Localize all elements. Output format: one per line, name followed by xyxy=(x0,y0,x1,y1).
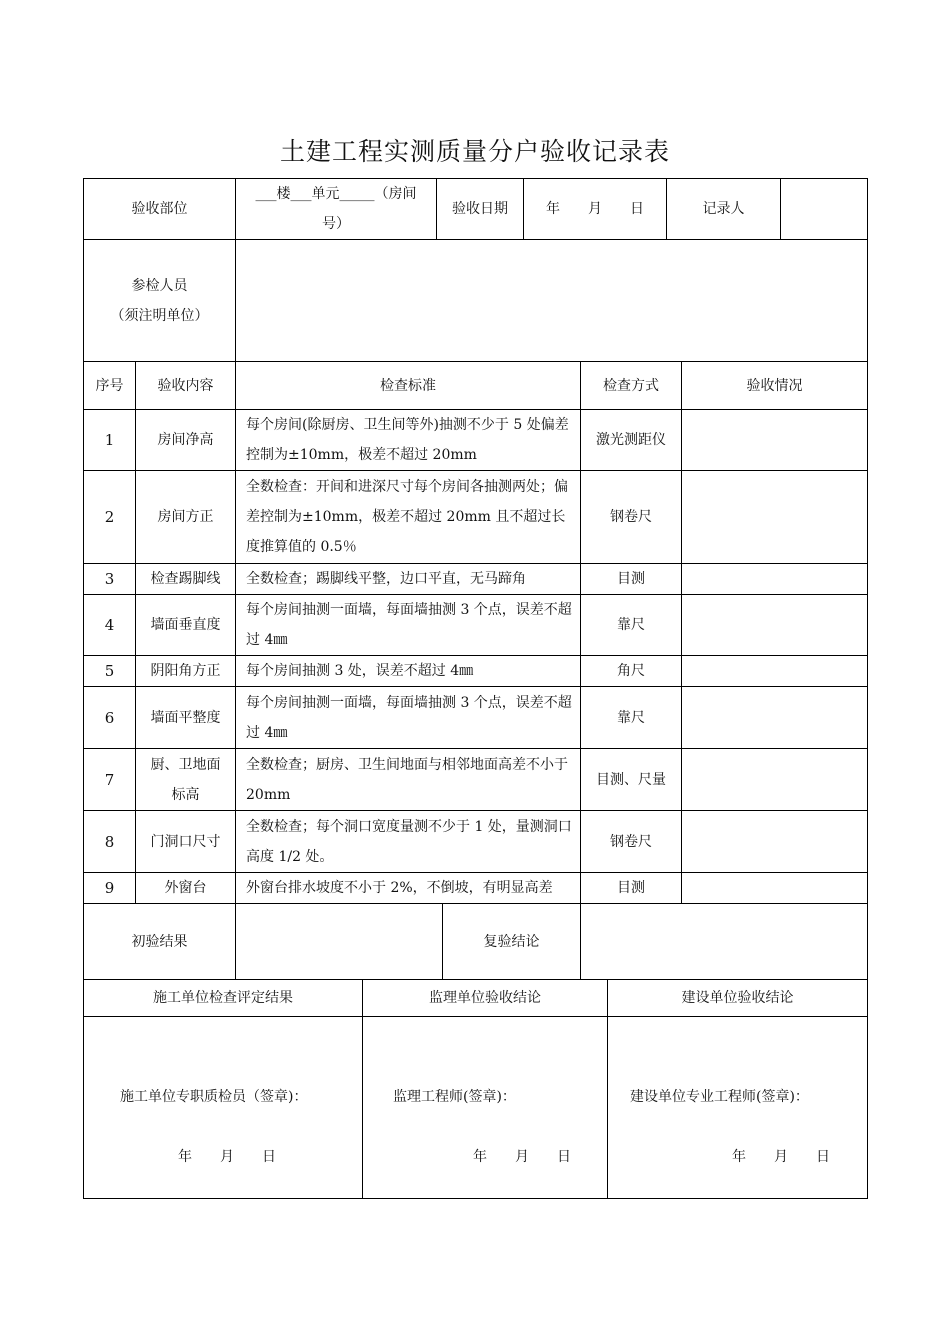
col-result: 验收情况 xyxy=(746,377,803,394)
row-result[interactable] xyxy=(682,749,867,810)
date-value[interactable]: 年 月 日 xyxy=(546,201,644,217)
row-result[interactable] xyxy=(682,687,867,748)
supervisor-sign-block[interactable] xyxy=(363,1017,607,1198)
col-item: 验收内容 xyxy=(157,377,214,394)
row-method: 角尺 xyxy=(617,663,645,679)
row-method: 激光测距仪 xyxy=(596,432,666,448)
row-item: 房间方正 xyxy=(157,509,214,525)
row-item: 外窗台 xyxy=(164,880,207,896)
owner-sign-label: 建设单位专业工程师(签章)： xyxy=(630,1089,809,1105)
row-no: 8 xyxy=(104,832,115,851)
row-item: 阴阳角方正 xyxy=(150,663,221,679)
row-no: 4 xyxy=(104,616,115,634)
supervisor-sign-label: 监理工程师(签章)： xyxy=(393,1089,516,1105)
row-standard: 每个房间抽测一面墙，每面墙抽测 3 个点，误差不超过 4㎜ xyxy=(246,602,572,648)
recorder-label: 记录人 xyxy=(702,201,745,217)
row-standard: 每个房间抽测一面墙，每面墙抽测 3 个点，误差不超过 4㎜ xyxy=(246,694,572,741)
recheck-result-field[interactable] xyxy=(581,904,867,979)
row-no: 3 xyxy=(104,570,115,588)
row-item: 检查踢脚线 xyxy=(150,571,221,587)
col-standard: 检查标准 xyxy=(380,377,436,394)
row-result[interactable] xyxy=(682,564,867,594)
row-result[interactable] xyxy=(682,471,867,563)
row-method: 钢卷尺 xyxy=(610,509,652,525)
row-method: 目测、尺量 xyxy=(596,771,666,788)
col-no: 序号 xyxy=(95,377,124,394)
row-item: 房间净高 xyxy=(157,432,214,448)
col-method: 检查方式 xyxy=(603,377,659,394)
row-result[interactable] xyxy=(682,595,867,655)
row-item: 墙面平整度 xyxy=(150,709,221,726)
row-standard: 每个房间(除厨房、卫生间等外)抽测不少于 5 处偏差控制为±10mm，极差不超过 20mm xyxy=(246,417,569,463)
supervisor-sign-date: 年 月 日 xyxy=(473,1149,571,1165)
location-value[interactable]: ___楼___单元_____（房间号） xyxy=(255,186,417,232)
row-no: 9 xyxy=(104,879,115,897)
participants-label-cell xyxy=(84,240,235,361)
row-method: 靠尺 xyxy=(617,617,645,633)
row-result[interactable] xyxy=(682,410,867,470)
date-label: 验收日期 xyxy=(452,201,508,217)
row-no: 2 xyxy=(104,508,115,526)
recheck-result-label: 复验结论 xyxy=(483,933,540,950)
contractor-header: 施工单位检查评定结果 xyxy=(153,990,293,1006)
contractor-sign-label: 施工单位专职质检员（签章)： xyxy=(120,1089,308,1105)
row-standard: 全数检查：开间和进深尺寸每个房间各抽测两处；偏差控制为±10mm，极差不超过 20mm 且不超过长度推算值的 0.5％ xyxy=(246,479,568,555)
participants-label: 参检人员 xyxy=(131,277,188,294)
row-method: 钢卷尺 xyxy=(610,833,652,850)
row-standard: 外窗台排水坡度不小于 2%，不倒坡，有明显高差 xyxy=(246,880,553,896)
row-result[interactable] xyxy=(682,656,867,686)
row-no: 1 xyxy=(104,431,115,449)
row-result[interactable] xyxy=(682,811,867,872)
row-no: 7 xyxy=(104,770,115,789)
contractor-sign-date: 年 月 日 xyxy=(178,1149,276,1165)
row-standard: 每个房间抽测 3 处，误差不超过 4㎜ xyxy=(246,663,474,679)
row-method: 目测 xyxy=(617,571,645,587)
page-title: 土建工程实测质量分户验收记录表 xyxy=(279,137,670,166)
location-label: 验收部位 xyxy=(131,201,188,217)
row-standard: 全数检查；每个洞口宽度量测不少于 1 处，量测洞口高度 1/2 处。 xyxy=(246,818,572,865)
owner-sign-block[interactable] xyxy=(608,1017,867,1198)
contractor-sign-block[interactable] xyxy=(84,1017,362,1198)
row-standard: 全数检查；踢脚线平整，边口平直，无马蹄角 xyxy=(246,571,526,587)
participants-note: （须注明单位） xyxy=(110,307,209,324)
row-no: 5 xyxy=(104,662,115,680)
row-item: 厨、卫地面标高 xyxy=(150,756,221,803)
recorder-field[interactable] xyxy=(781,179,867,239)
row-method: 目测 xyxy=(617,880,645,896)
initial-result-field[interactable] xyxy=(236,904,442,979)
row-no: 6 xyxy=(104,708,115,727)
row-item: 门洞口尺寸 xyxy=(150,833,221,850)
participants-field[interactable] xyxy=(236,240,867,361)
row-standard: 全数检查；厨房、卫生间地面与相邻地面高差不小于 20mm xyxy=(246,756,568,803)
initial-result-label: 初验结果 xyxy=(131,933,188,950)
supervisor-header: 监理单位验收结论 xyxy=(429,990,541,1006)
row-method: 靠尺 xyxy=(617,709,645,726)
row-item: 墙面垂直度 xyxy=(150,617,221,633)
owner-sign-date: 年 月 日 xyxy=(732,1149,830,1165)
owner-header: 建设单位验收结论 xyxy=(681,990,794,1006)
row-result[interactable] xyxy=(682,873,867,903)
